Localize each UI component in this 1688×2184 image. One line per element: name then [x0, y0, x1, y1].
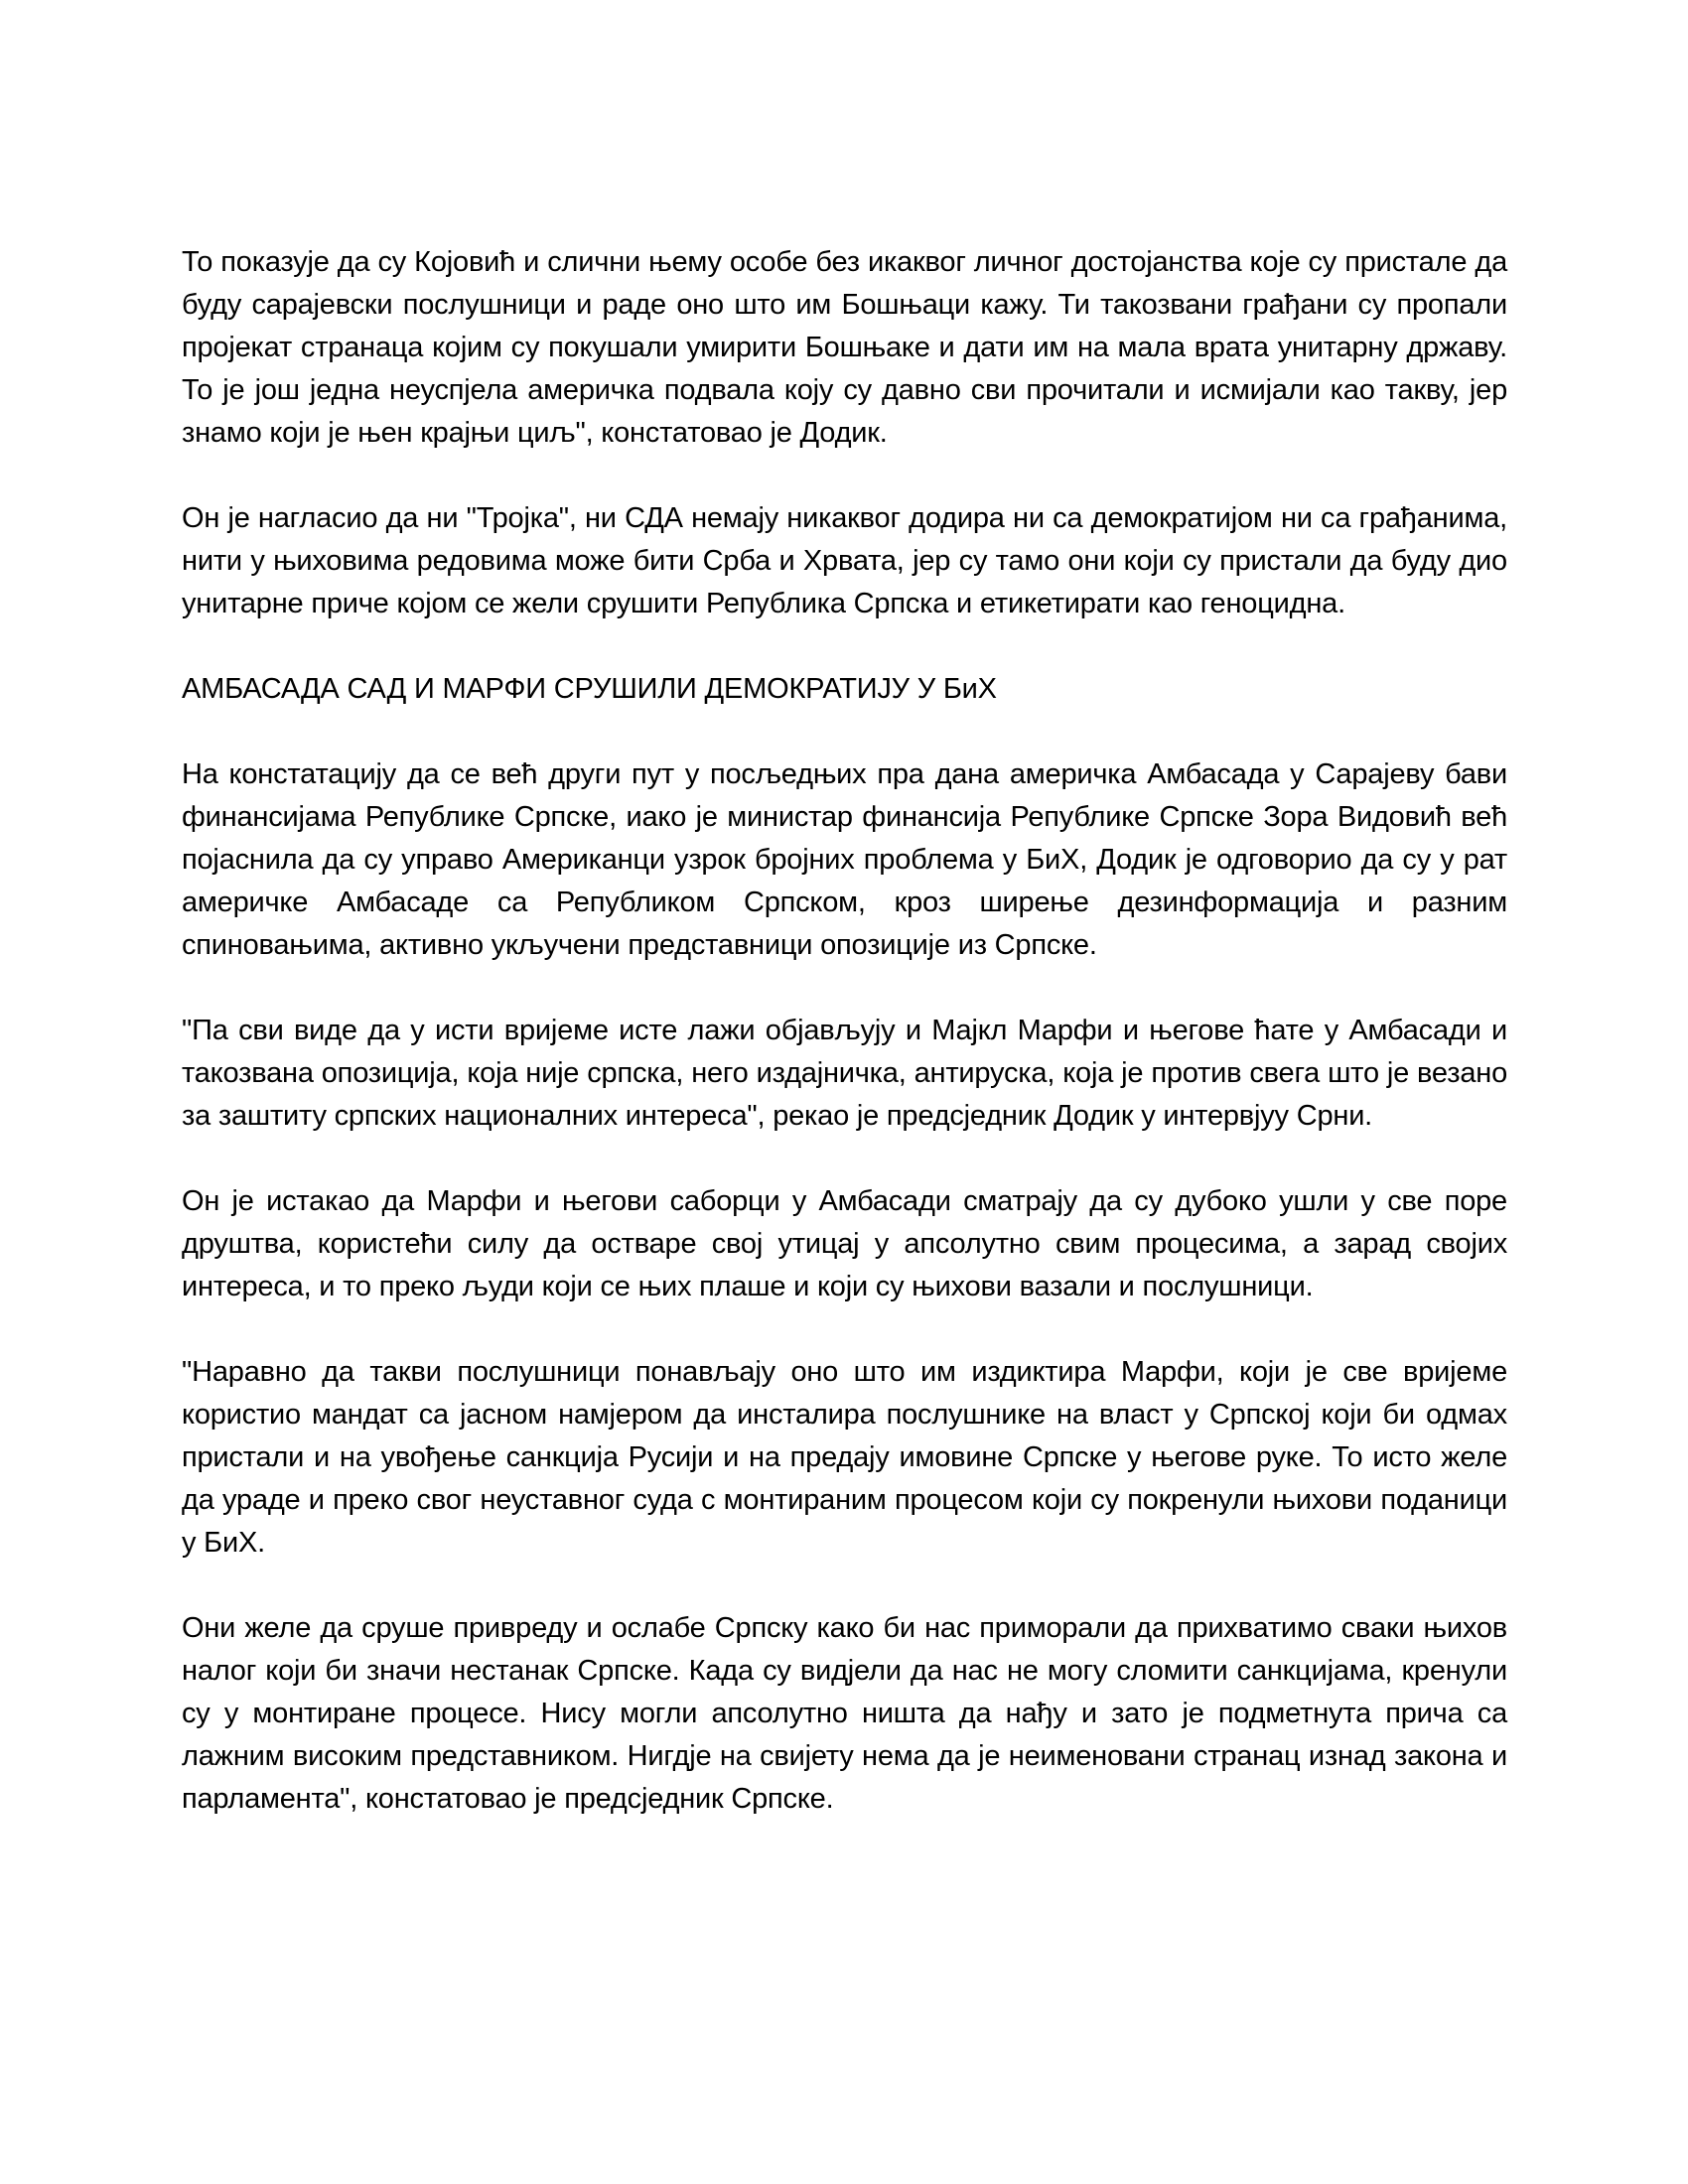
paragraph-murphy-influence: Он је истакао да Марфи и његови саборци у Амбасади сматрају да су дубоко ушли у све поре друштва, користећи силу да остваре свој утицај у апсолутно свим процесима, а зарад својих интереса, и то преко људи који се њих плаше и који су њихови вазали и послушници. — [182, 1185, 1507, 1302]
paragraph-quote-obedient-followers: "Наравно да такви послушници понављају оно што им издиктира Марфи, који је све вријеме користио мандат са јасном намјером да инсталира послушнике на власт у Српској који би одмах пристали и на увођење санкција Русији и на предају имовине Српске у његове руке. То исто желе да ураде и преко свог неуставног суда с монтираним процесом који су покренули њихови поданици у БиХ. — [182, 1356, 1507, 1559]
paragraph-quote-murphy-opposition: "Па сви виде да у исти вријеме исте лажи објављују и Мајкл Марфи и његове ћате у Амбасади и такозвана опозиција, која није српска, него издајничка, антируска, која је против свега што је везано за заштиту српских националних интереса", рекао је предсједник Додик у интервјуу Срни. — [182, 1015, 1507, 1132]
section-heading: АМБАСАДА САД И МАРФИ СРУШИЛИ ДЕМОКРАТИЈУ У БиХ — [182, 673, 997, 705]
paragraph-economy-sanctions: Они желе да сруше привреду и ослабе Српску како би нас приморали да прихватимо сваки њихов налог који би значи нестанак Српске. Када су видјели да нас не могу сломити санкцијама, кренули су у монтиране процесе. Нису могли апсолутно ништа да нађу и зато је подметнута прича са лажним високим представником. Нигдје на свијету нема да је неименовани странац изнад закона и парламента", констатовао је предсједник Српске. — [182, 1612, 1507, 1815]
paragraph-dodik-statement-2: Он је нагласио да ни "Тројка", ни СДА немају никаквог додира ни са демократијом ни са грађанима, нити у њиховима редовима може бити Срба и Хрвата, јер су тамо они који су пристали да буду дио унитарне приче којом се жели срушити Република Српска и етикетирати као геноцидна. — [182, 502, 1507, 619]
paragraph-dodik-statement-1: То показује да су Којовић и слични њему особе без икаквог личног достојанства које су пристале да буду сарајевски послушници и раде оно што им Бошњаци кажу. Ти такозвани грађани су пропали пројекат странаца којим су покушали умирити Бошњаке и дати им на мала врата унитарну државу. То је још једна неуспјела америчка подвала коју су давно сви прочитали и исмијали као такву, јер знамо који је њен крајњи циљ", констатовао је Додик. — [182, 246, 1507, 449]
paragraph-us-embassy-finances: На констатацију да се већ други пут у посљедњих пра дана америчка Амбасада у Сарајеву бави финансијама Републике Српске, иако је министар финансија Републике Српске Зора Видовић већ појаснила да су управо Американци узрок бројних проблема у БиХ, Додик је одговорио да су у рат америчке Амбасаде са Републиком Српском, кроз ширење дезинформација и разним спиновањима, активно укључени представници опозиције из Српске. — [182, 758, 1507, 961]
